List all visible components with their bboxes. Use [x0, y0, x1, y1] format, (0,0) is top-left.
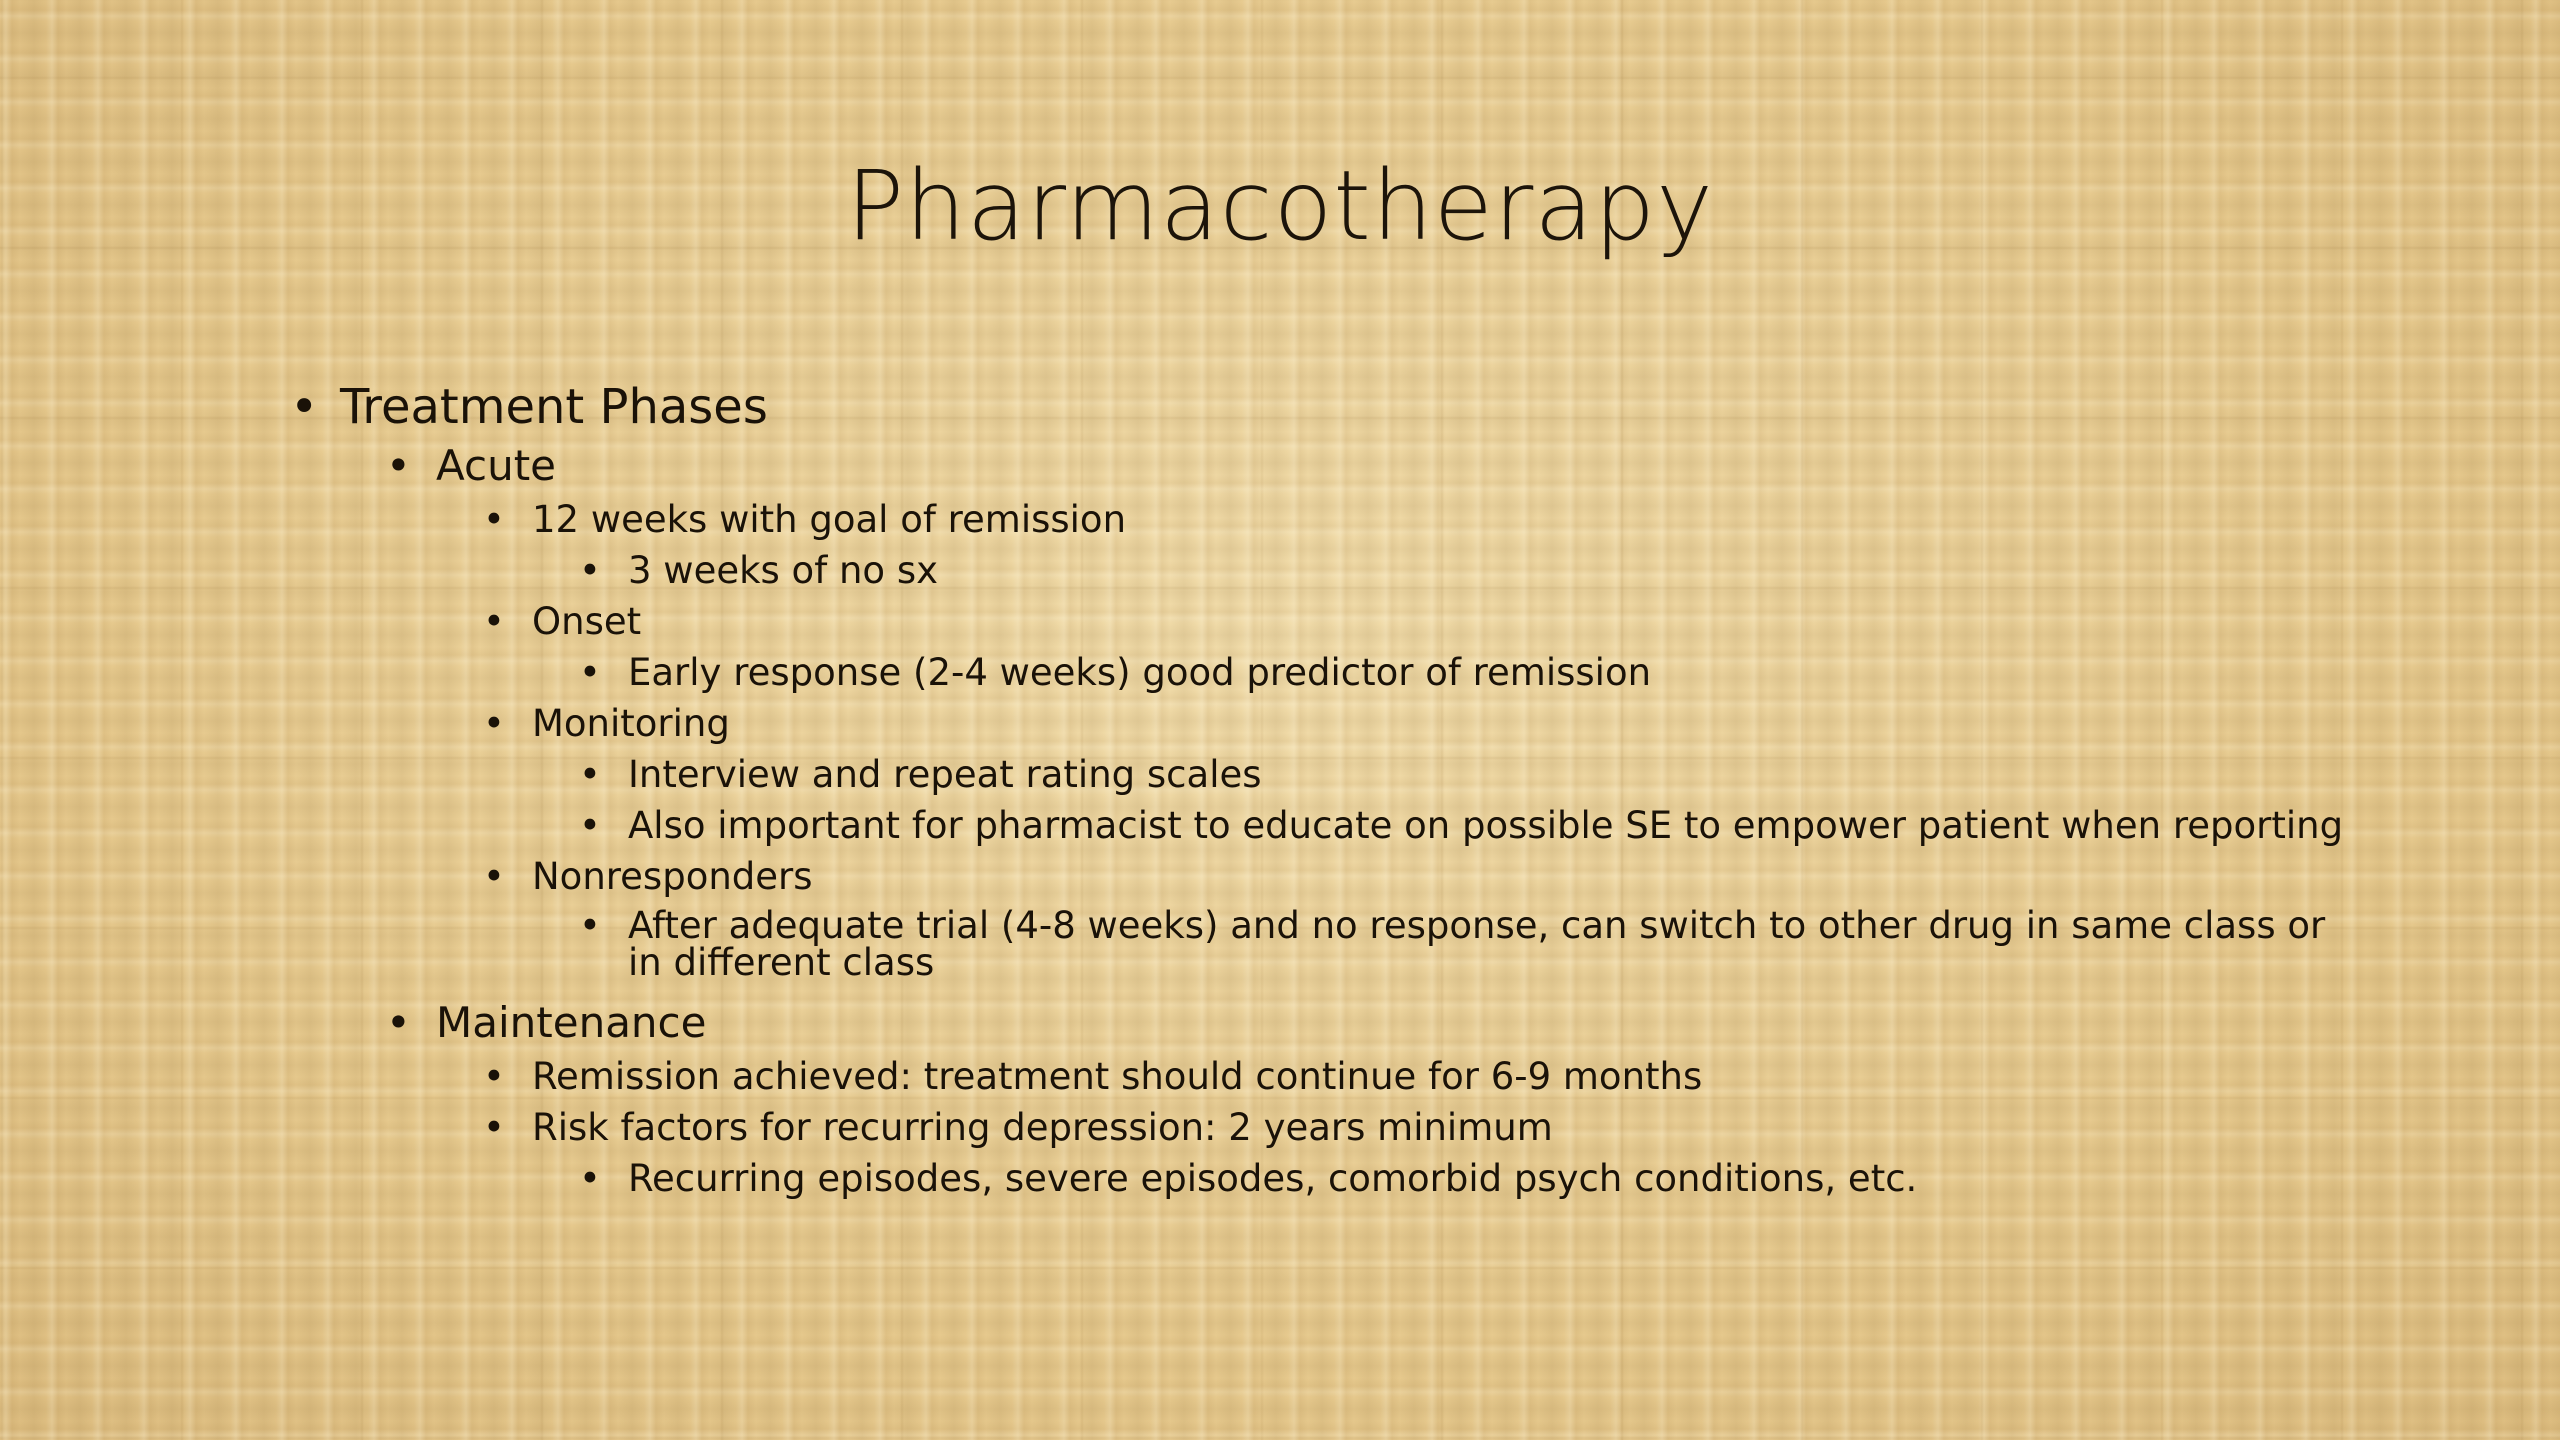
bullet-item-interview	[290, 754, 2370, 805]
bullet-item-onset	[290, 601, 2370, 652]
bullet-text: Recurring episodes, severe episodes, comorbid psych conditions, etc.	[628, 1157, 1918, 1200]
bullet-item-remission-achieved	[290, 1056, 2370, 1107]
bullet-text: Risk factors for recurring depression: 2 years minimum	[532, 1106, 1553, 1149]
bullet-icon: •	[483, 1106, 505, 1149]
bullet-text: Also important for pharmacist to educate on possible SE to empower patient when reporting	[628, 804, 2344, 847]
slide-title: Pharmacotherapy	[846, 150, 1714, 262]
bullet-icon: •	[579, 753, 601, 796]
bullet-text: 3 weeks of no sx	[628, 549, 939, 592]
bullet-icon: •	[483, 702, 505, 745]
bullet-icon: •	[579, 549, 601, 592]
bullet-text: Acute	[436, 441, 557, 490]
bullet-icon: •	[579, 1157, 601, 1200]
bullet-item-3-weeks	[290, 550, 2370, 601]
bullet-icon: •	[483, 1055, 505, 1098]
bullet-text: Monitoring	[532, 702, 730, 745]
bullet-item-maintenance	[290, 999, 2370, 1056]
bullet-text: Remission achieved: treatment should continue for 6-9 months	[532, 1055, 1703, 1098]
bullet-text: Interview and repeat rating scales	[628, 753, 1262, 796]
bullet-icon: •	[386, 441, 411, 490]
bullet-icon: •	[579, 651, 601, 694]
bullet-item-nonresponders	[290, 856, 2370, 907]
bullet-icon: •	[579, 904, 601, 947]
bullet-item-monitoring	[290, 703, 2370, 754]
bullet-text: After adequate trial (4-8 weeks) and no response, can switch to other drug in same class or in different class	[628, 904, 2326, 984]
bullet-list	[290, 380, 2370, 1209]
bullet-item-recurring-episodes	[290, 1158, 2370, 1209]
bullet-text: Maintenance	[436, 998, 707, 1047]
bullet-icon: •	[483, 855, 505, 898]
bullet-icon: •	[386, 998, 411, 1047]
bullet-text: 12 weeks with goal of remission	[532, 498, 1127, 541]
bullet-text: Nonresponders	[532, 855, 813, 898]
bullet-item-risk-factors	[290, 1107, 2370, 1158]
bullet-text: Onset	[532, 600, 642, 643]
bullet-icon: •	[579, 804, 601, 847]
bullet-item-pharmacist-educate	[290, 805, 2370, 856]
bullet-item-acute	[290, 442, 2370, 499]
bullet-text: Early response (2-4 weeks) good predictor of remission	[628, 651, 1652, 694]
bullet-item-12-weeks	[290, 499, 2370, 550]
bullet-icon: •	[483, 600, 505, 643]
bullet-item-adequate-trial	[290, 904, 2560, 999]
bullet-text: Treatment Phases	[340, 379, 768, 435]
bullet-icon: •	[483, 498, 505, 541]
bullet-icon: •	[290, 379, 319, 435]
bullet-item-early-response	[290, 652, 2370, 703]
bullet-item-treatment-phases	[290, 380, 2370, 442]
